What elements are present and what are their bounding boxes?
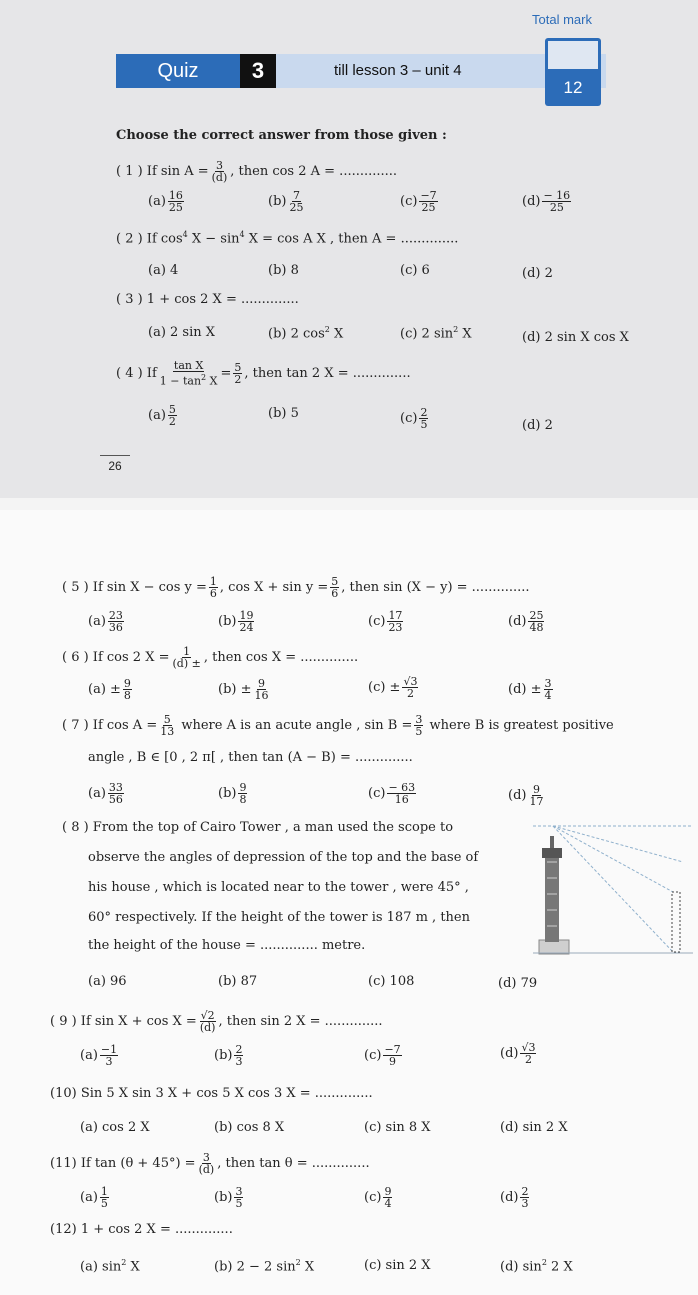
q11-option-a[interactable]: (a) $\frac{1}{5}$ — [80, 1185, 108, 1210]
q2-option-a[interactable]: (a) 4 — [148, 263, 179, 278]
q8-option-b[interactable]: (b) 87 — [218, 974, 258, 989]
instruction: Choose the correct answer from those given : — [116, 128, 447, 143]
question-9: ( 9 ) If sin X + cos X = $\frac{√2}{(d)}$ , then sin 2 X = .............. — [50, 1009, 383, 1034]
q6-option-b[interactable]: (b) ± $\frac{9}{16}$ — [218, 677, 269, 702]
q5-option-d[interactable]: (d) $\frac{25}{48}$ — [508, 609, 544, 634]
sight-line-top-of-house — [553, 826, 673, 892]
q10-option-c[interactable]: (c) sin 8 X — [364, 1120, 431, 1135]
question-1: ( 1 ) If sin A = $\frac{3}{(d)}$ , then cos 2 A = .............. — [116, 159, 398, 184]
total-mark-label: Total mark — [532, 12, 592, 27]
tower-base — [539, 940, 569, 954]
question-8-line-5: the height of the house = .............. metre. — [88, 938, 366, 953]
q7-option-b[interactable]: (b) $\frac{9}{8}$ — [218, 781, 247, 806]
q9-option-b[interactable]: (b) $\frac{2}{3}$ — [214, 1043, 243, 1068]
q1-option-a[interactable]: (a) $\frac{16}{25}$ — [148, 189, 183, 214]
q2-option-c[interactable]: (c) 6 — [400, 263, 430, 278]
q2-option-d[interactable]: (d) 2 — [522, 266, 553, 281]
q12-option-a[interactable]: (a) $\sin^2 X$ — [80, 1258, 140, 1275]
question-3: ( 3 ) 1 + cos 2 X = .............. — [116, 292, 299, 307]
q11-option-c[interactable]: (c) $\frac{9}{4}$ — [364, 1185, 392, 1210]
q10-option-d[interactable]: (d) sin 2 X — [500, 1120, 568, 1135]
q3-option-b[interactable]: (b) 2 $\cos^2 X$ — [268, 325, 344, 342]
question-7: ( 7 ) If cos A = $\frac{5}{13}$ where A is an acute angle , sin B = $\frac{3}{5}$ where B is greatest positive — [62, 713, 614, 738]
q5-option-b[interactable]: (b) $\frac{19}{24}$ — [218, 609, 254, 634]
question-11: (11) If tan (θ + 45°) = $\frac{3}{(d)}$ , then tan θ = .............. — [50, 1151, 370, 1176]
q6-option-d[interactable]: (d) ± $\frac{3}{4}$ — [508, 677, 552, 702]
q3-option-a[interactable]: (a) 2 sin X — [148, 325, 216, 340]
q12-option-d[interactable]: (d) $\sin^2 2$ X — [500, 1258, 573, 1275]
tower-antenna — [550, 836, 554, 848]
q1-option-c[interactable]: (c) $\frac{-7}{25}$ — [400, 189, 437, 214]
q8-option-a[interactable]: (a) 96 — [88, 974, 127, 989]
page-number: 26 — [100, 455, 130, 473]
quiz-label: Quiz — [116, 54, 240, 88]
question-8-line-1: ( 8 ) From the top of Cairo Tower , a man used the scope to — [62, 820, 454, 835]
cairo-tower-figure — [533, 822, 693, 956]
question-10: (10) Sin 5 X sin 3 X + cos 5 X cos 3 X = .............. — [50, 1086, 373, 1101]
tower-top — [542, 848, 562, 858]
q10-option-b[interactable]: (b) cos 8 X — [214, 1120, 285, 1135]
q8-option-d[interactable]: (d) 79 — [498, 976, 538, 991]
q12-option-b[interactable]: (b) 2 − 2 $\sin^2 X$ — [214, 1258, 315, 1275]
q1-option-d[interactable]: (d) $\frac{- 16}{25}$ — [522, 189, 571, 214]
q1-option-b[interactable]: (b) $\frac{7}{25}$ — [268, 189, 304, 214]
question-8-line-3: his house , which is located near to the tower , were 45° , — [88, 880, 469, 895]
q9-option-c[interactable]: (c) $\frac{-7}{9}$ — [364, 1043, 401, 1068]
tower-shaft — [545, 856, 559, 942]
question-6: ( 6 ) If cos 2 X = $\frac{1}{(d) \pm}$ , then cos X = .............. — [62, 645, 359, 670]
question-12: (12) 1 + cos 2 X = .............. — [50, 1222, 233, 1237]
q4-option-b[interactable]: (b) 5 — [268, 406, 299, 421]
q8-option-c[interactable]: (c) 108 — [368, 974, 415, 989]
mark-score-field — [548, 41, 598, 69]
question-5: ( 5 ) If sin X − cos y = $\frac{1}{6}$ , cos X + sin y = $\frac{5}{6}$ , then sin (X − y) = .............. — [62, 575, 530, 600]
q3-option-d[interactable]: (d) 2 sin X cos X — [522, 330, 629, 345]
total-mark-box — [545, 38, 601, 106]
q9-option-d[interactable]: (d) $\frac{√3}{2}$ — [500, 1041, 536, 1066]
q11-option-b[interactable]: (b) $\frac{3}{5}$ — [214, 1185, 243, 1210]
page-two — [0, 510, 698, 1295]
sight-line — [553, 826, 683, 862]
question-7-line-2: angle , B ∈ [0 , 2 π[ , then tan (A − B) = .............. — [88, 750, 413, 765]
q7-option-c[interactable]: (c) $\frac{- 63}{16}$ — [368, 781, 416, 806]
question-4: ( 4 ) If $\frac{\text{tan X}}{1 - \tan^2 X}$ = $\frac{5}{2}$ , then tan 2 X = .............. — [116, 359, 411, 388]
q4-option-a[interactable]: (a) $\frac{5}{2}$ — [148, 403, 176, 428]
q6-option-a[interactable]: (a) ± $\frac{9}{8}$ — [88, 677, 131, 702]
q2-option-b[interactable]: (b) 8 — [268, 263, 299, 278]
q7-option-d[interactable]: (d) $\frac{9}{17}$ — [508, 783, 544, 808]
quiz-scope: till lesson 3 – unit 4 — [334, 62, 462, 79]
q12-option-c[interactable]: (c) sin 2 X — [364, 1258, 431, 1273]
q7-option-a[interactable]: (a) $\frac{33}{56}$ — [88, 781, 123, 806]
question-2: ( 2 ) If $\cos^4 X - \sin^4 X = \cos A$ X , then A = .............. — [116, 230, 459, 247]
sight-line-base-of-house — [553, 826, 673, 952]
page-one — [0, 0, 698, 498]
q3-option-c[interactable]: (c) 2 $\sin^2 X$ — [400, 325, 472, 342]
q9-option-a[interactable]: (a) $\frac{-1}{3}$ — [80, 1043, 118, 1068]
total-mark-value: 12 — [563, 78, 583, 97]
question-8-line-2: observe the angles of depression of the top and the base of — [88, 850, 479, 865]
q6-option-c[interactable]: (c) ± $\frac{√3}{2}$ — [368, 675, 418, 700]
question-8-line-4: 60° respectively. If the height of the tower is 187 m , then — [88, 910, 470, 925]
quiz-number: 3 — [240, 54, 276, 88]
q4-option-c[interactable]: (c) $\frac{2}{5}$ — [400, 406, 428, 431]
q10-option-a[interactable]: (a) cos 2 X — [80, 1120, 150, 1135]
q11-option-d[interactable]: (d) $\frac{2}{3}$ — [500, 1185, 529, 1210]
house — [672, 892, 680, 952]
page-gap — [0, 498, 698, 510]
q5-option-c[interactable]: (c) $\frac{17}{23}$ — [368, 609, 403, 634]
q5-option-a[interactable]: (a) $\frac{23}{36}$ — [88, 609, 123, 634]
q4-option-d[interactable]: (d) 2 — [522, 418, 553, 433]
